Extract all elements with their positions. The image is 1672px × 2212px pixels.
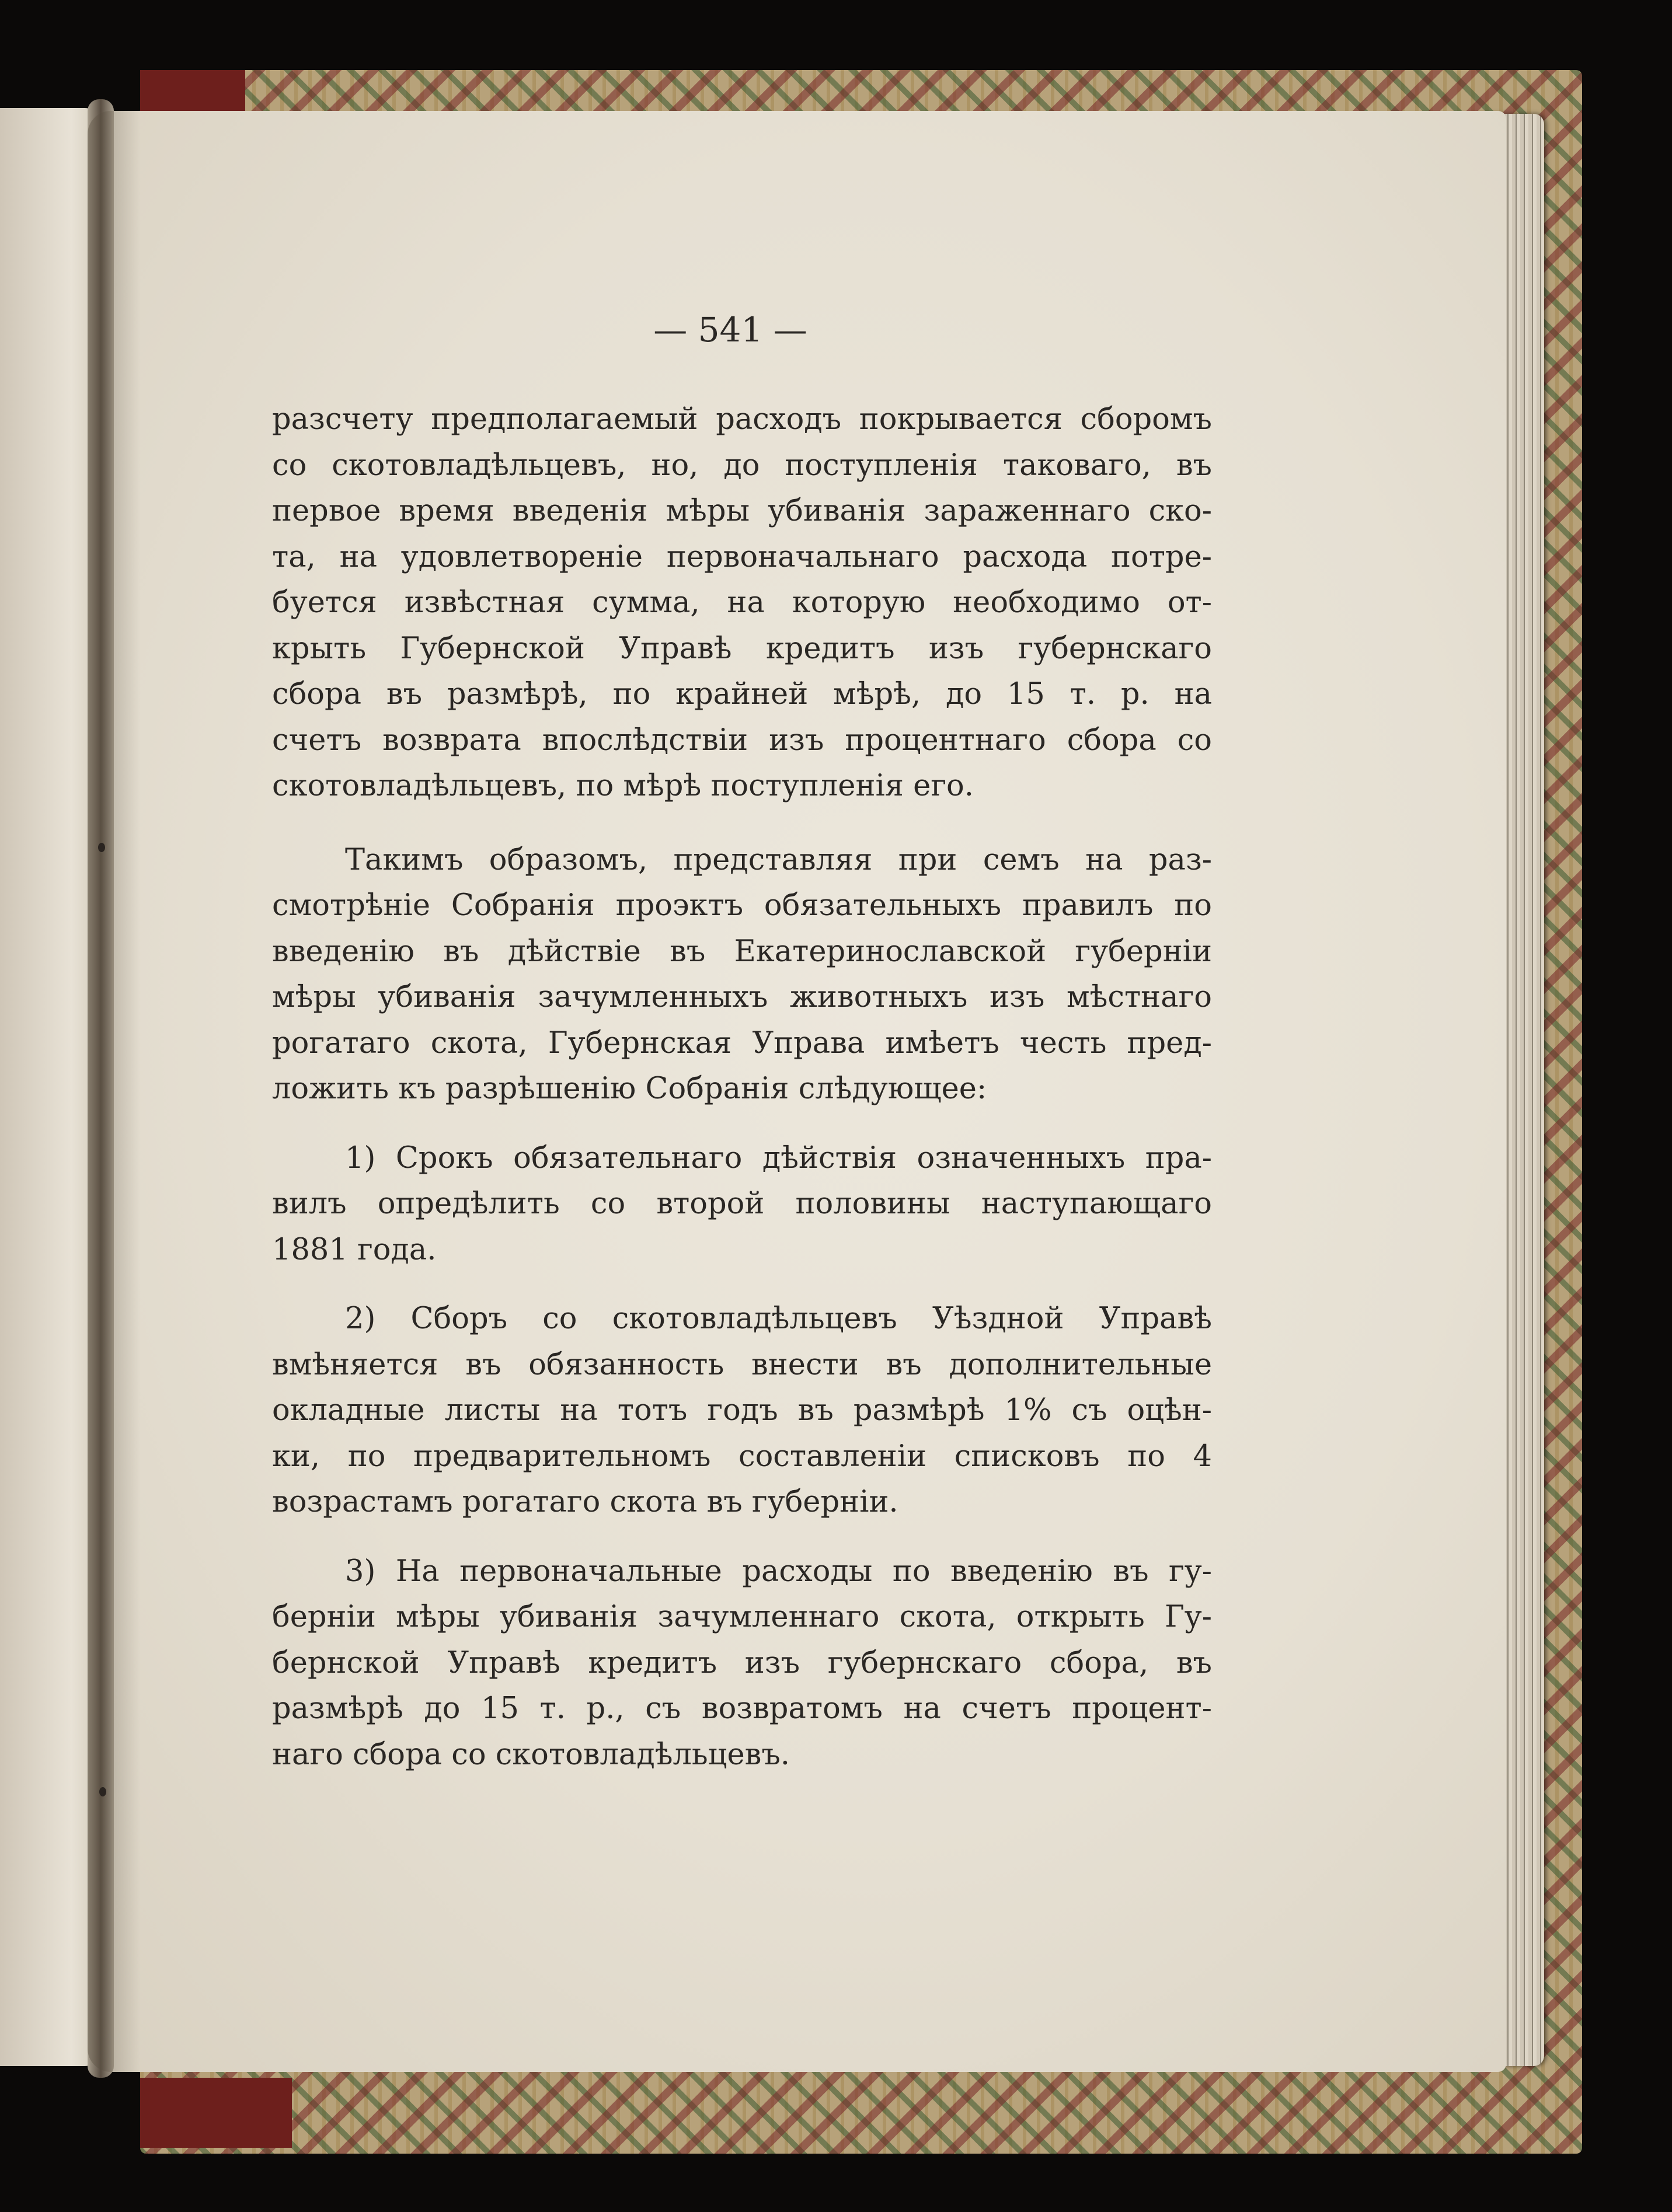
text-line: смотрѣніе Собранія проэктъ обязательныхъ правилъ по <box>272 888 1212 923</box>
text-line: вилъ опредѣлить со второй половины наступающаго <box>272 1187 1212 1221</box>
text-line: ки, по предварительномъ составленіи списковъ по 4 <box>272 1439 1212 1474</box>
text-line: размѣрѣ до 15 т. р., съ возвратомъ на счетъ процент- <box>272 1691 1212 1726</box>
paragraph-5 <box>272 1549 1212 1778</box>
text-line: рогатаго скота, Губернская Управа имѣетъ честь пред- <box>272 1025 1212 1060</box>
left-facing-page <box>0 108 102 2066</box>
text-line: крыть Губернской Управѣ кредитъ изъ губернскаго <box>272 631 1212 666</box>
text-line: 1) Срокъ обязательнаго дѣйствія означенныхъ пра- <box>345 1140 1212 1175</box>
text-line: та, на удовлетвореніе первоначальнаго расхода потре- <box>272 539 1212 574</box>
cover-spine-bottom <box>140 2078 292 2148</box>
text-line: Такимъ образомъ, представляя при семъ на раз- <box>345 842 1212 877</box>
text-line: введенію въ дѣйствіе въ Екатеринославской губерніи <box>272 934 1212 969</box>
binding-hole <box>99 1787 106 1796</box>
text-line: буется извѣстная сумма, на которую необходимо от- <box>272 585 1212 620</box>
text-line: скотовладѣльцевъ, по мѣрѣ поступленія его. <box>272 769 974 803</box>
text-line: возрастамъ рогатаго скота въ губерніи. <box>272 1485 898 1519</box>
page-number: — 541 — <box>653 310 807 350</box>
text-line: первое время введенія мѣры убиванія зараженнаго ско- <box>272 494 1212 528</box>
text-line: 2) Сборъ со скотовладѣльцевъ Уѣздной Управѣ <box>345 1302 1212 1336</box>
text-line: мѣры убиванія зачумленныхъ животныхъ изъ мѣстнаго <box>272 980 1212 1014</box>
text-line: наго сбора со скотовладѣльцевъ. <box>272 1737 790 1772</box>
paragraph-2 <box>272 838 1212 1112</box>
text-line: берніи мѣры убиванія зачумленнаго скота, открыть Гу- <box>272 1600 1212 1634</box>
text-line: сбора въ размѣрѣ, по крайней мѣрѣ, до 15 т. р. на <box>272 677 1212 711</box>
binding-hole <box>98 843 105 852</box>
text-line: бернской Управѣ кредитъ изъ губернскаго сбора, въ <box>272 1645 1212 1680</box>
text-line: разсчету предполагаемый расходъ покрывается сборомъ <box>272 402 1212 437</box>
page-text <box>272 303 1212 1778</box>
text-line: вмѣняется въ обязанность внести въ дополнительные <box>272 1347 1212 1382</box>
paragraph-4 <box>272 1296 1212 1526</box>
text-line: окладные листы на тотъ годъ въ размѣрѣ 1% съ оцѣн- <box>272 1393 1212 1428</box>
text-line: счетъ возврата впослѣдствіи изъ процентнаго сбора со <box>272 723 1212 758</box>
paragraph-3 <box>272 1136 1212 1274</box>
text-line: 1881 года. <box>272 1232 437 1267</box>
page-gutter-shadow <box>88 111 140 2072</box>
text-line: со скотовладѣльцевъ, но, до поступленія таковаго, въ <box>272 448 1212 483</box>
paragraph-1 <box>272 397 1212 810</box>
text-line: 3) На первоначальные расходы по введенію въ гу- <box>345 1554 1212 1589</box>
text-line: ложить къ разрѣшенію Собранія слѣдующее: <box>272 1072 987 1106</box>
